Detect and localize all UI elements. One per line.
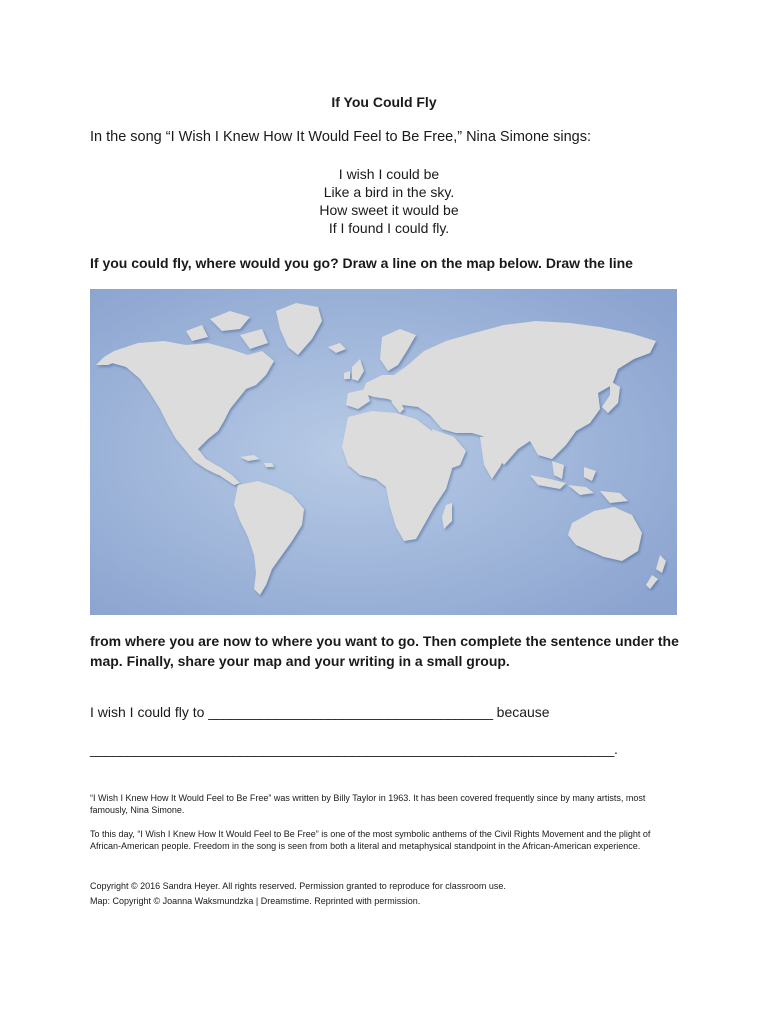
intro-text: In the song “I Wish I Knew How It Would Feel to Be Free,” Nina Simone sings: [90, 129, 592, 145]
poem-line: Like a bird in the sky. [323, 184, 455, 200]
instruction-top: If you could fly, where would you go? Draw a line on the map below. Draw the line [90, 255, 633, 271]
poem-line: If I found I could fly. [328, 220, 450, 236]
reason-blank[interactable]: ______________________________________________________________________. [90, 741, 618, 757]
poem-line: I wish I could be [338, 166, 440, 182]
map-credit: Map: Copyright © Joanna Waksmundzka | Dreamstime. Reprinted with permission. [90, 896, 421, 906]
instruction-bottom: from where you are now to where you want to go. Then complete the sentence under the map. Finally, share your map and your writing in a small group. [90, 633, 679, 669]
copyright-text: Copyright © 2016 Sandra Heyer. All rights reserved. Permission granted to reproduce for classroom use. [90, 881, 506, 891]
sentence-middle: because [496, 704, 550, 720]
footnote-song-origin: “I Wish I Knew How It Would Feel to Be Free” was written by Billy Taylor in 1963. It has been covered frequently since by many artists, most famously, Nina Simone. [90, 793, 646, 815]
sentence-start: I wish I could fly to [90, 704, 205, 720]
sentence-prompt [90, 704, 550, 720]
footnote-song-significance: To this day, “I Wish I Knew How It Would Feel to Be Free” is one of the most symbolic anthems of the Civil Rights Movement and the plight of African-American people. Freedom in the song is seen from both a literal and metaphysical standpoint in the African-American experience. [90, 829, 651, 851]
page-title: If You Could Fly [331, 94, 437, 110]
poem-line: How sweet it would be [319, 202, 459, 218]
poem [0, 165, 768, 237]
world-map[interactable] [90, 289, 677, 615]
destination-blank[interactable]: ______________________________________ [208, 704, 493, 720]
